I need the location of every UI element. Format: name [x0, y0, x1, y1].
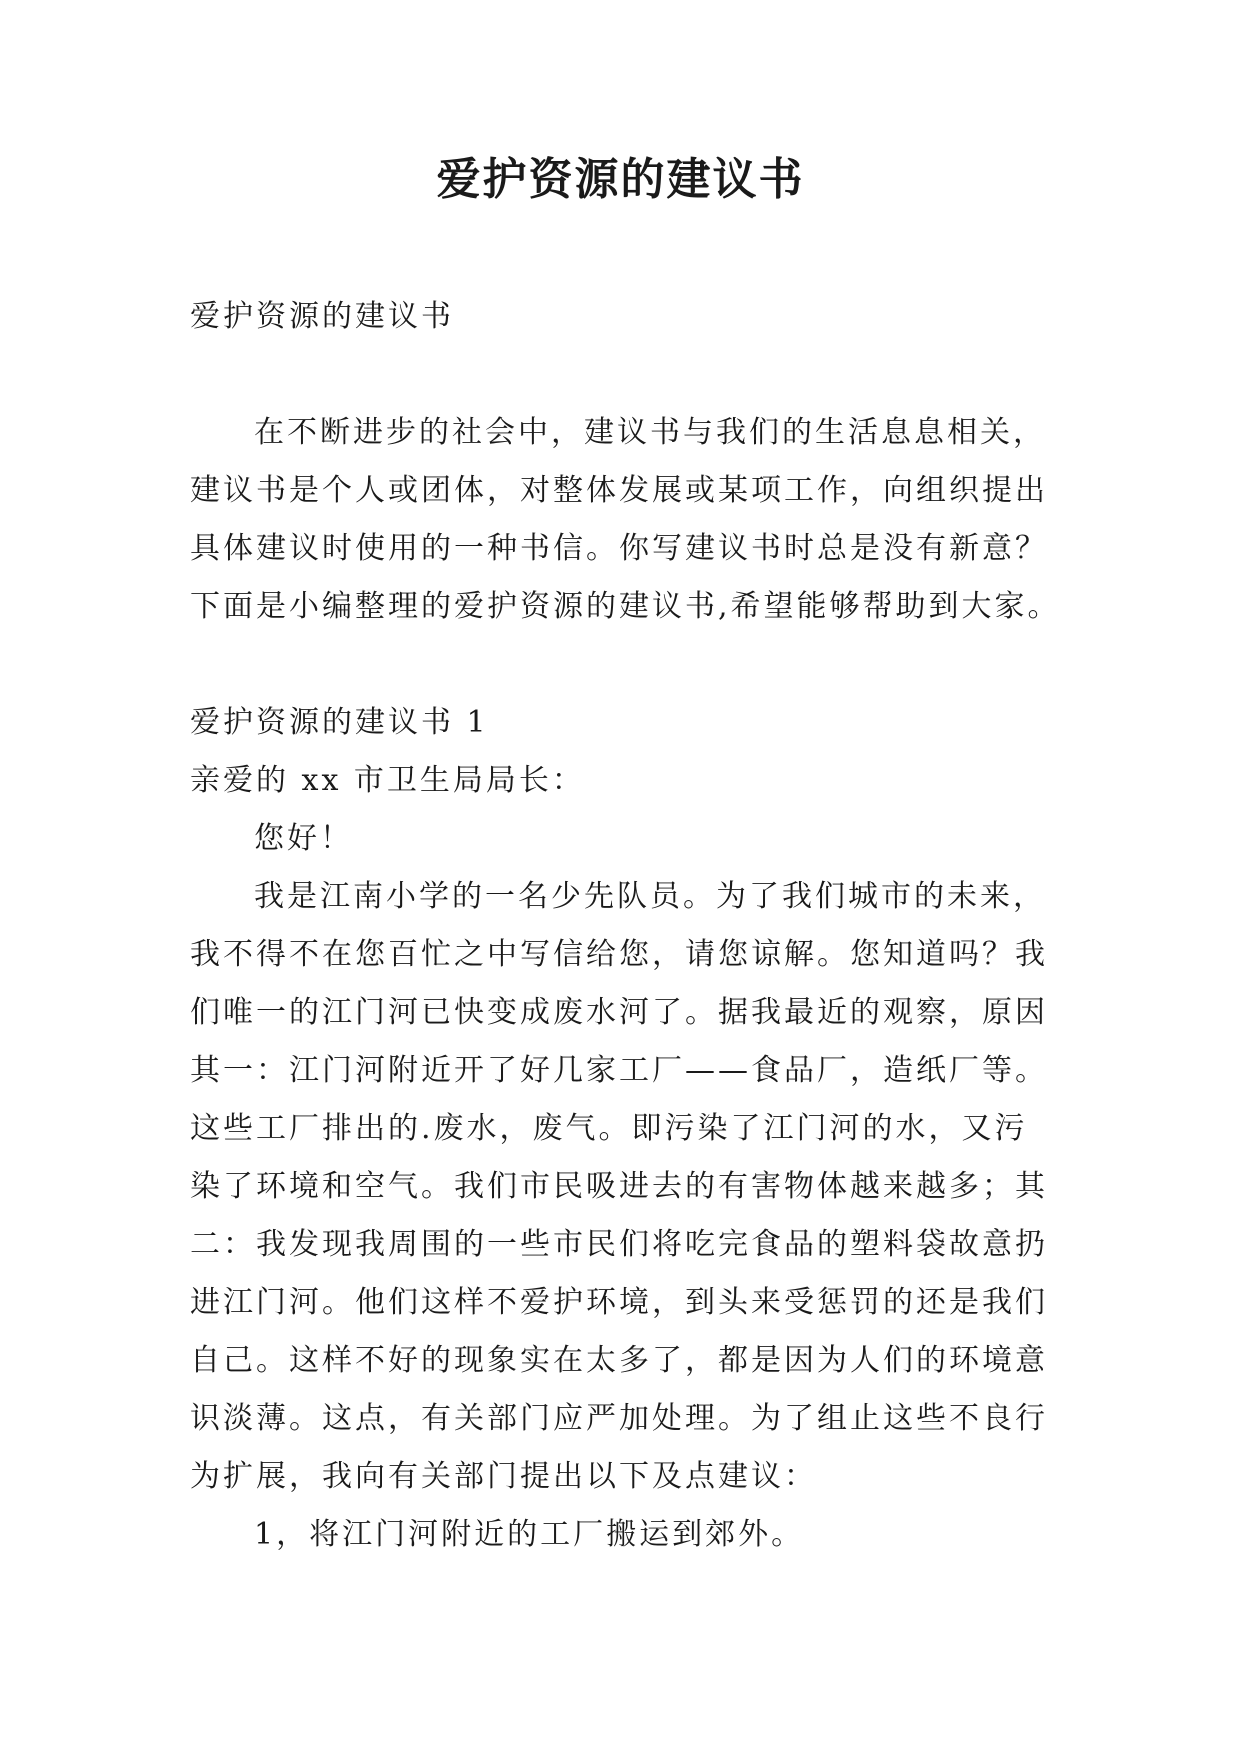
intro-line: 具体建议时使用的一种书信。你写建议书时总是没有新意？: [190, 531, 1048, 566]
body-line: 二：我发现我周围的一些市民们将吃完食品的塑料袋故意扔: [190, 1227, 1048, 1262]
intro-line: 下面是小编整理的爱护资源的建议书,希望能够帮助到大家。: [190, 589, 1061, 624]
body-line: 其一：江门河附近开了好几家工厂——食品厂，造纸厂等。: [190, 1053, 1048, 1088]
paragraph-gap: [190, 346, 1090, 404]
paragraph-gap: [190, 636, 1090, 694]
section-heading: 爱护资源的建议书 1: [190, 705, 489, 740]
salutation: 亲爱的 xx 市卫生局局长：: [190, 763, 585, 798]
body-line: 我是江南小学的一名少先队员。为了我们城市的未来，: [254, 879, 1046, 914]
body-line: 进江门河。他们这样不爱护环境，到头来受惩罚的还是我们: [190, 1285, 1048, 1320]
body-line: 为扩展，我向有关部门提出以下及点建议：: [190, 1459, 817, 1494]
greeting: 您好！: [254, 821, 353, 856]
body-line: 我不得不在您百忙之中写信给您，请您谅解。您知道吗？我: [190, 937, 1048, 972]
body-line: 染了环境和空气。我们市民吸进去的有害物体越来越多；其: [190, 1169, 1048, 1204]
intro-line: 建议书是个人或团体，对整体发展或某项工作，向组织提出: [190, 473, 1048, 508]
body-line: 自己。这样不好的现象实在太多了，都是因为人们的环境意: [190, 1343, 1048, 1378]
document-title: 爱护资源的建议书: [436, 154, 805, 205]
suggestion-item: 1，将江门河附近的工厂搬运到郊外。: [254, 1517, 805, 1552]
document-subtitle: 爱护资源的建议书: [190, 299, 454, 334]
intro-line: 在不断进步的社会中，建议书与我们的生活息息相关，: [254, 415, 1046, 450]
body-line: 们唯一的江门河已快变成废水河了。据我最近的观察，原因: [190, 995, 1048, 1030]
document-body: [190, 288, 1090, 1564]
body-line: 这些工厂排出的.废水，废气。即污染了江门河的水，又污: [190, 1111, 1028, 1146]
body-line: 识淡薄。这点，有关部门应严加处理。为了组止这些不良行: [190, 1401, 1048, 1436]
